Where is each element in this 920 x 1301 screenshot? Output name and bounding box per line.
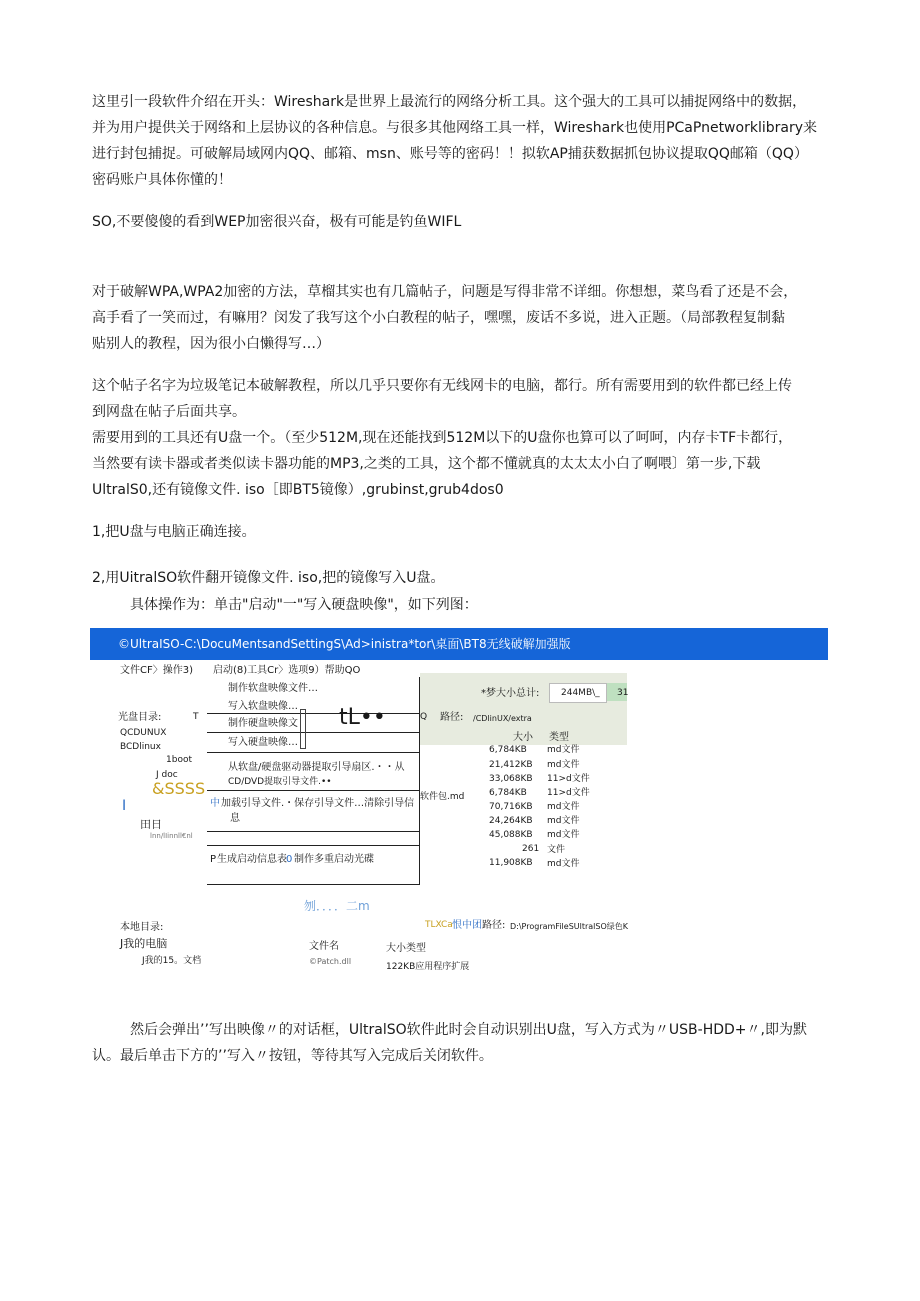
menu-prefix: P <box>210 854 217 865</box>
local-tree-item[interactable]: J我的电脑 <box>120 937 168 950</box>
intro-paragraph <box>92 89 832 193</box>
col-type[interactable]: 类型 <box>549 732 569 743</box>
menu-item-make-hdd-image[interactable]: 制作硬盘映像文 <box>228 718 298 729</box>
local-path-label: 路径: <box>482 920 506 931</box>
size-total-green: 31 <box>617 688 629 698</box>
size-total-label: *梦大小总计: <box>481 688 540 699</box>
step-2: 2,用UitralSO软件翻开镜像文件. iso,把的镜像写入U盘。 <box>92 570 445 586</box>
window-title: ©UltraISO-C:\DocuMentsandSettingS\Ad>inistra*tor\桌面\BT8无线破解加强版 <box>90 628 828 660</box>
tree-item: I <box>122 798 127 814</box>
file-type: 文件 <box>547 845 566 855</box>
text-line: 到网盘在帖子后面共享。 <box>92 404 246 420</box>
file-type: md文件 <box>547 802 580 812</box>
text-line: 这个帖子名字为垃圾笔记本破解教程，所以几乎只要你有无线网卡的电脑，都行。所有需要用到的软件都已经上传 <box>92 378 792 394</box>
file-col-name[interactable]: 文件名 <box>309 941 339 952</box>
file-size: 11,908KB <box>489 858 533 868</box>
menu-item-extract-boot-sector[interactable]: 从软盘/硬盘驱动器提取引导扇区.・・从 <box>228 762 405 773</box>
menu-item-multi-boot[interactable]: 制作多重启动光碟 <box>294 854 374 865</box>
col-size[interactable]: 大小 <box>513 732 533 743</box>
file-size: 24,264KB <box>489 816 533 826</box>
tree-item[interactable]: J doc <box>156 770 178 780</box>
file-col-sizetype[interactable]: 大小类型 <box>386 943 426 954</box>
menu-item-extract-boot-file[interactable]: CD/DVD提取引导文件.•• <box>228 777 332 787</box>
menu-divider <box>207 831 419 832</box>
file-size: 33,068KB <box>489 774 533 784</box>
requirements-paragraph <box>92 373 832 503</box>
step-1: 1,把U盘与电脑正确连接。 <box>92 524 256 540</box>
text-line: 然后会弹出’’写出映像〃的对话框，UltralSO软件此时会自动识别出U盘，写入方式为〃USB-HDD+〃,即为默 <box>130 1022 807 1038</box>
menu-prefix: 中 <box>210 798 220 809</box>
tree-item[interactable]: 田日 <box>140 818 162 831</box>
menu-divider <box>207 732 419 733</box>
menu-divider <box>207 845 419 846</box>
menu-file[interactable]: 文件CF〉操作3) <box>120 665 193 676</box>
path-label: 路径: <box>440 712 464 723</box>
file-size: 21,412KB <box>489 760 533 770</box>
text-line: 对于破解WPA,WPA2加密的方法，草榴其实也有几篇帖子，问题是写得非常不详细。你想想，菜鸟看了还是不会， <box>92 284 798 300</box>
file-size: 45,088KB <box>489 830 533 840</box>
file-name[interactable]: ©Patch.dll <box>309 957 352 966</box>
file-type: 11>d文件 <box>547 788 590 798</box>
file-type: md文件 <box>547 816 580 826</box>
wpa-paragraph <box>92 279 832 357</box>
text-line: 贴别人的教程，因为很小白懒得写…） <box>92 336 330 352</box>
closing-paragraph <box>92 1017 832 1069</box>
file-size: 261 <box>522 844 540 854</box>
menu-prefix: 0 <box>286 854 293 865</box>
menu-item-write-hdd-image[interactable]: 写入硬盘映像… <box>228 737 298 748</box>
warning-text: SO,不要傻傻的看到WEP加密很兴奋，极有可能是钓鱼WIFL <box>92 214 462 230</box>
size-total-value: 244MB\_ <box>561 688 600 698</box>
menu-item-write-floppy-image[interactable]: 写入软盘映像… <box>228 701 298 712</box>
tree-item[interactable]: QCDUNUX <box>120 728 167 738</box>
step-2-detail: 具体操作为：单击"启动"一"写入硬盘映像"，如下列图： <box>130 597 478 613</box>
file-size: 70,716KB <box>489 802 533 812</box>
file-type: md文件 <box>547 760 580 770</box>
file-type: md文件 <box>547 859 580 869</box>
scrollbar-text[interactable]: 刎．．．．二m <box>304 899 370 913</box>
text-line: 密码账户具体你懂的！ <box>92 172 232 188</box>
file-size: 6,784KB <box>489 788 527 798</box>
local-tree-item[interactable]: J我的15。文档 <box>142 956 202 966</box>
text-line: 进行封包捕捉。可破解局域网内QQ、邮箱、msn、账号等的密码！！拟软AP捕获数据抓包协议提取QQ邮箱（QQ） <box>92 146 808 162</box>
software-pkg: 软件包.md <box>420 792 465 802</box>
text-line: 当然要有读卡器或者类似读卡器功能的MP3,之类的工具，这个都不懂就真的太太太小白了啊喂〕第一步,下载 <box>92 456 761 472</box>
menu-selection-marker <box>300 709 306 749</box>
menu-item-load-boot-file[interactable]: 加载引导文件.・保存引导文件…清除引导信 <box>221 798 415 809</box>
text-line: 并为用户提供关于网络和上层协议的各种信息。与很多其他网络工具一样，Wireshark也使用PCaPnetworklibrary来 <box>92 120 817 136</box>
path-prefix: Q <box>420 712 428 722</box>
local-dir-label: 本地目录: <box>120 922 164 933</box>
file-size: 6,784KB <box>489 745 527 755</box>
menu-divider <box>207 790 419 791</box>
menu-item-gen-boot-info[interactable]: 生成启动信息表 <box>217 854 287 865</box>
menu-divider <box>207 752 419 753</box>
menu-boot[interactable]: 启动(8)工具Cr〉选项9）帮助QO <box>213 665 361 676</box>
file-type: md文件 <box>547 745 580 755</box>
file-type: md文件 <box>547 830 580 840</box>
garbled-glyphs: tL•• <box>339 705 386 730</box>
tree-item[interactable]: lnn/lIinnll€nl <box>150 832 193 840</box>
tree-item[interactable]: BCDlinux <box>120 742 161 752</box>
text-line: 高手看了一笑而过，有嘛用？闵发了我写这个小白教程的帖子，嘿嘿，废话不多说，进入正题。（局部教程复制黏 <box>92 310 785 326</box>
text-line: 需要用到的工具还有U盘一个。（至少512M,现在还能找到512M以下的U盘你也算可以了呵呵，内存卡TF卡都行， <box>92 430 793 446</box>
text-line: UltralS0,还有镜像文件. iso［即BT5镜像）,grubinst,grub4dos0 <box>92 482 504 498</box>
file-type: 11>d文件 <box>547 774 590 784</box>
local-path-value: D:\ProgramFileSUltralSO绿色K <box>510 922 629 931</box>
tree-marker: T <box>193 712 199 722</box>
menu-item-make-floppy-image[interactable]: 制作软盘映像文件… <box>228 683 318 694</box>
local-path-mid: 恨中团 <box>452 920 482 931</box>
local-path-prefix: TLXCa <box>425 920 453 930</box>
text-line: 这里引一段软件介绍在开头：Wireshark是世界上最流行的网络分析工具。这个强大的工具可以捕捉网络中的数据， <box>92 94 807 110</box>
tree-item[interactable]: 1boot <box>166 755 192 765</box>
file-info: 122KB应用程序扩展 <box>386 962 470 972</box>
tree-item[interactable]: &SSSS <box>152 779 206 798</box>
text-line: 认。最后单击下方的’’写入〃按钮，等待其写入完成后关闭软件。 <box>92 1048 493 1064</box>
menu-divider <box>207 713 419 714</box>
menu-item-info-suffix: 息 <box>230 813 240 824</box>
path-value: /CDlinUX/extra <box>473 714 532 723</box>
cd-dir-label: 光盘目录: <box>118 712 162 723</box>
ultraiso-screenshot <box>90 628 830 978</box>
